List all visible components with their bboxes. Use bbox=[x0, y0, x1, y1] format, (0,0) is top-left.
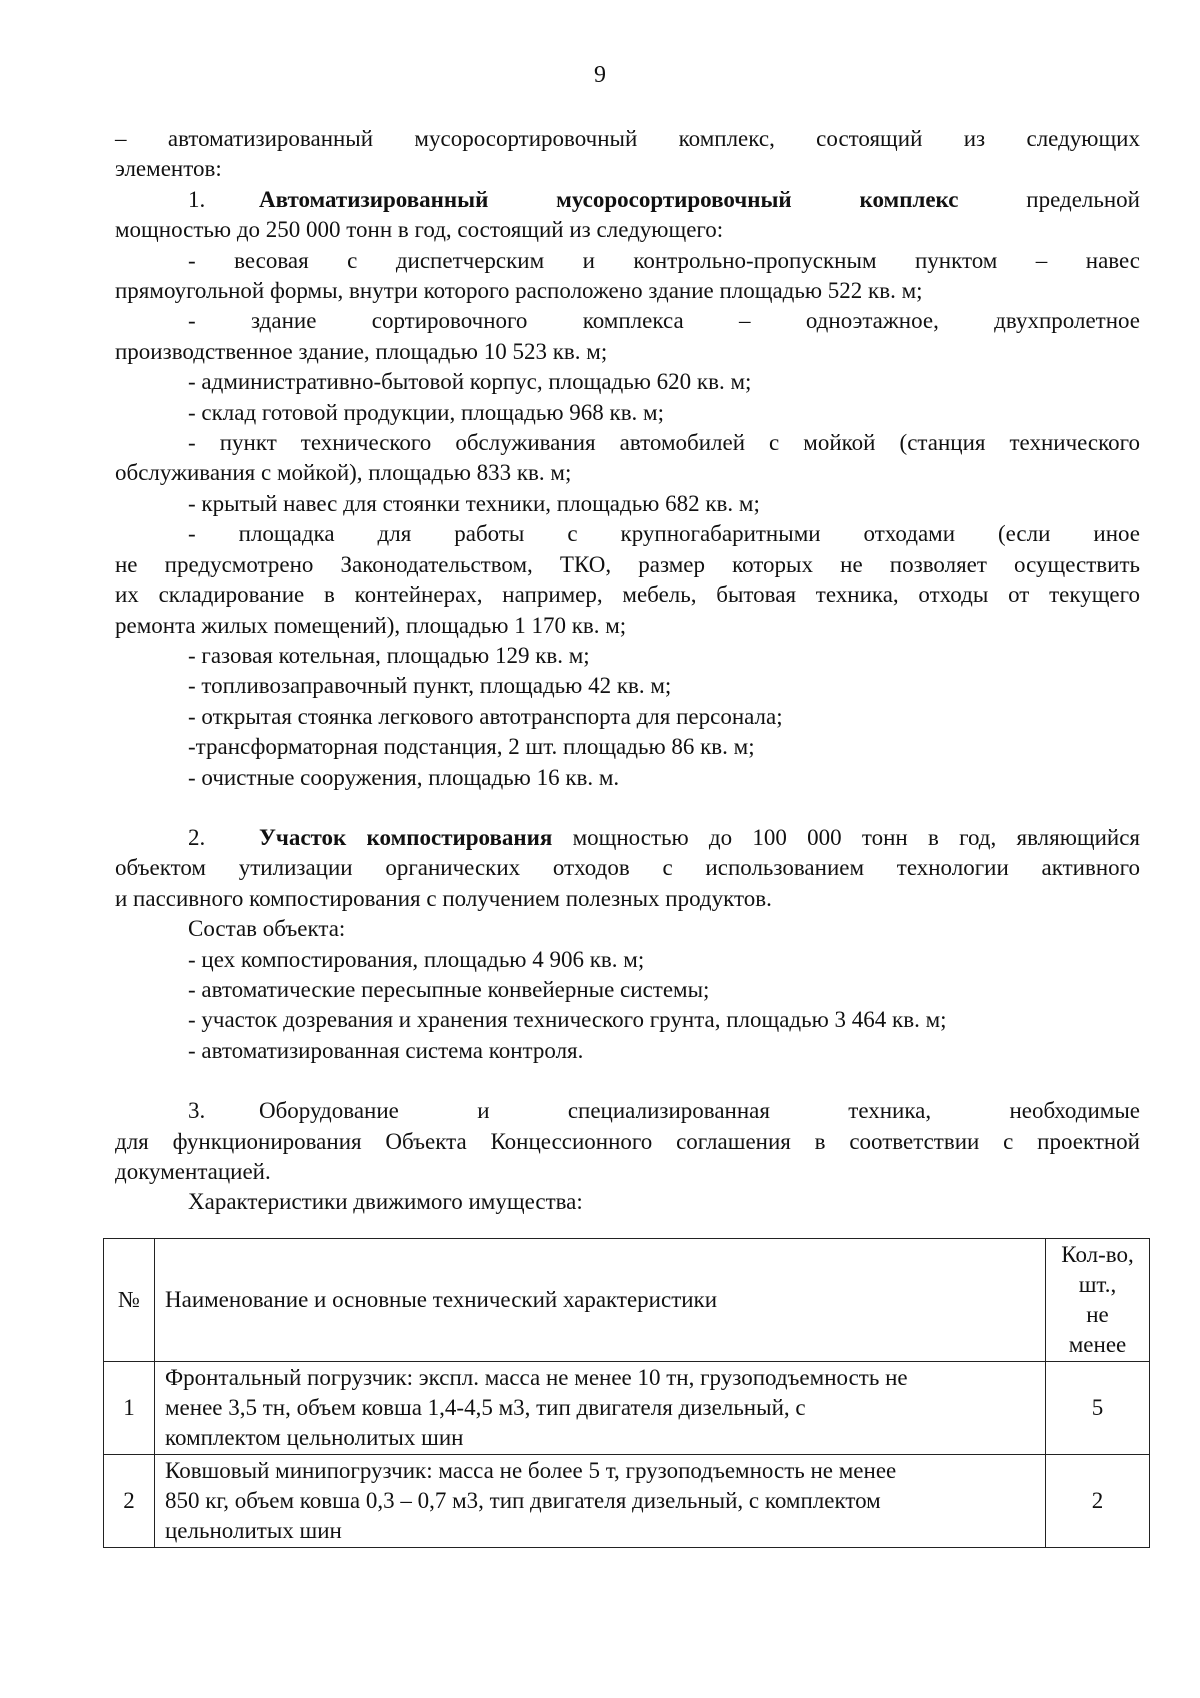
section-3-line-3: документацией. bbox=[115, 1159, 271, 1184]
s1-item-4: - склад готовой продукции, площадью 968 кв. м; bbox=[188, 399, 665, 425]
s1-item-10: - открытая стоянка легкового автотранспорта для персонала; bbox=[188, 703, 783, 729]
s1-item-7-line-4: ремонта жилых помещений), площадью 1 170 кв. м; bbox=[115, 612, 627, 638]
s2-item-2: - автоматические пересыпные конвейерные системы; bbox=[188, 976, 710, 1002]
section-1-number: 1. bbox=[188, 186, 206, 212]
header-quantity-line: Кол-во, bbox=[1061, 1242, 1134, 1267]
header-number: № bbox=[104, 1239, 155, 1362]
s2-item-3: - участок дозревания и хранения технического грунта, площадью 3 464 кв. м; bbox=[188, 1007, 947, 1033]
section-2-heading bbox=[115, 823, 1140, 853]
s1-item-12: - очистные сооружения, площадью 16 кв. м. bbox=[188, 764, 620, 790]
header-name: Наименование и основные технический характеристики bbox=[155, 1239, 1046, 1362]
section-1-heading-line-2: мощностью до 250 000 тонн в год, состоящий из следующего: bbox=[115, 217, 724, 243]
equipment-table bbox=[103, 1238, 1150, 1548]
document-body bbox=[115, 124, 1140, 1218]
s1-item-7-line-1: - площадка для работы с крупногабаритными отходами (если иное bbox=[188, 521, 1140, 547]
s1-item-1-line-1: - весовая с диспетчерским и контрольно-пропускным пунктом – навес bbox=[188, 247, 1140, 273]
header-quantity-line: не bbox=[1086, 1302, 1109, 1327]
row-name-line: менее 3,5 тн, объем ковша 1,4-4,5 м3, тип двигателя дизельный, с bbox=[165, 1395, 806, 1420]
s1-item-3: - административно-бытовой корпус, площадью 620 кв. м; bbox=[188, 369, 752, 395]
row-name bbox=[155, 1362, 1046, 1455]
section-1-heading-rest: предельной bbox=[958, 186, 1140, 212]
s1-item-11: -трансформаторная подстанция, 2 шт. площадью 86 кв. м; bbox=[188, 734, 755, 760]
table-header-row bbox=[104, 1239, 1150, 1362]
s2-item-4: - автоматизированная система контроля. bbox=[188, 1037, 584, 1063]
section-2-line-3: и пассивного компостирования с получением полезных продуктов. bbox=[115, 885, 772, 911]
section-3-number: 3. bbox=[188, 1098, 206, 1124]
row-name-line: Ковшовый минипогрузчик: масса не более 5 т, грузоподъемность не менее bbox=[165, 1458, 897, 1483]
section-2-heading-rest: мощностью до 100 000 тонн в год, являющийся bbox=[552, 824, 1140, 850]
section-1-heading bbox=[115, 185, 1140, 215]
s2-item-1: - цех компостирования, площадью 4 906 кв. м; bbox=[188, 946, 645, 972]
section-3-heading bbox=[115, 1096, 1140, 1126]
s1-item-5-line-1: - пункт технического обслуживания автомобилей с мойкой (станция технического bbox=[188, 430, 1140, 456]
row-name bbox=[155, 1455, 1046, 1548]
section-2-number: 2. bbox=[188, 824, 206, 850]
table-row bbox=[104, 1455, 1150, 1548]
row-name-line: комплектом цельнолитых шин bbox=[165, 1425, 464, 1450]
section-3-line-1: Оборудование и специализированная техника, необходимые bbox=[259, 1098, 1140, 1124]
row-number: 2 bbox=[104, 1455, 155, 1548]
section-2-composition: Состав объекта: bbox=[188, 916, 346, 942]
section-3-characteristics: Характеристики движимого имущества: bbox=[188, 1189, 583, 1215]
page-number: 9 bbox=[594, 62, 606, 88]
header-quantity-line: менее bbox=[1068, 1332, 1127, 1357]
row-name-line: цельнолитых шин bbox=[165, 1518, 342, 1543]
row-name-line: Фронтальный погрузчик: экспл. масса не менее 10 тн, грузоподъемность не bbox=[165, 1365, 908, 1390]
header-quantity-line: шт., bbox=[1078, 1272, 1117, 1297]
s1-item-5-line-2: обслуживания с мойкой), площадью 833 кв. м; bbox=[115, 460, 572, 486]
section-2-title: Участок компостирования bbox=[259, 824, 553, 850]
s1-item-2-line-1: - здание сортировочного комплекса – одноэтажное, двухпролетное bbox=[188, 308, 1140, 334]
header-quantity bbox=[1046, 1239, 1150, 1362]
s1-item-7-line-2: не предусмотрено Законодательством, ТКО, размер которых не позволяет осуществить bbox=[115, 551, 1140, 577]
s1-item-2-line-2: производственное здание, площадью 10 523 кв. м; bbox=[115, 338, 608, 364]
intro-line-1: – автоматизированный мусоросортировочный комплекс, состоящий из следующих bbox=[115, 126, 1140, 151]
row-number: 1 bbox=[104, 1362, 155, 1455]
section-3-line-2: для функционирования Объекта Концессионного соглашения в соответствии с проектной bbox=[115, 1128, 1140, 1154]
s1-item-7-line-3: их складирование в контейнерах, например, мебель, бытовая техника, отходы от текущего bbox=[115, 582, 1140, 608]
section-1-title: Автоматизированный мусоросортировочный комплекс bbox=[259, 186, 959, 212]
row-quantity: 2 bbox=[1046, 1455, 1150, 1548]
s1-item-6: - крытый навес для стоянки техники, площадью 682 кв. м; bbox=[188, 490, 760, 516]
s1-item-1-line-2: прямоугольной формы, внутри которого расположено здание площадью 522 кв. м; bbox=[115, 278, 923, 304]
s1-item-9: - топливозаправочный пункт, площадью 42 кв. м; bbox=[188, 673, 672, 699]
s1-item-8: - газовая котельная, площадью 129 кв. м; bbox=[188, 642, 590, 668]
intro-line-2: элементов: bbox=[115, 156, 222, 182]
row-name-line: 850 кг, объем ковша 0,3 – 0,7 м3, тип двигателя дизельный, с комплектом bbox=[165, 1488, 881, 1513]
section-2-line-2: объектом утилизации органических отходов с использованием технологии активного bbox=[115, 855, 1140, 881]
spacer bbox=[115, 793, 1140, 823]
table-row bbox=[104, 1362, 1150, 1455]
spacer bbox=[115, 1066, 1140, 1096]
row-quantity: 5 bbox=[1046, 1362, 1150, 1455]
